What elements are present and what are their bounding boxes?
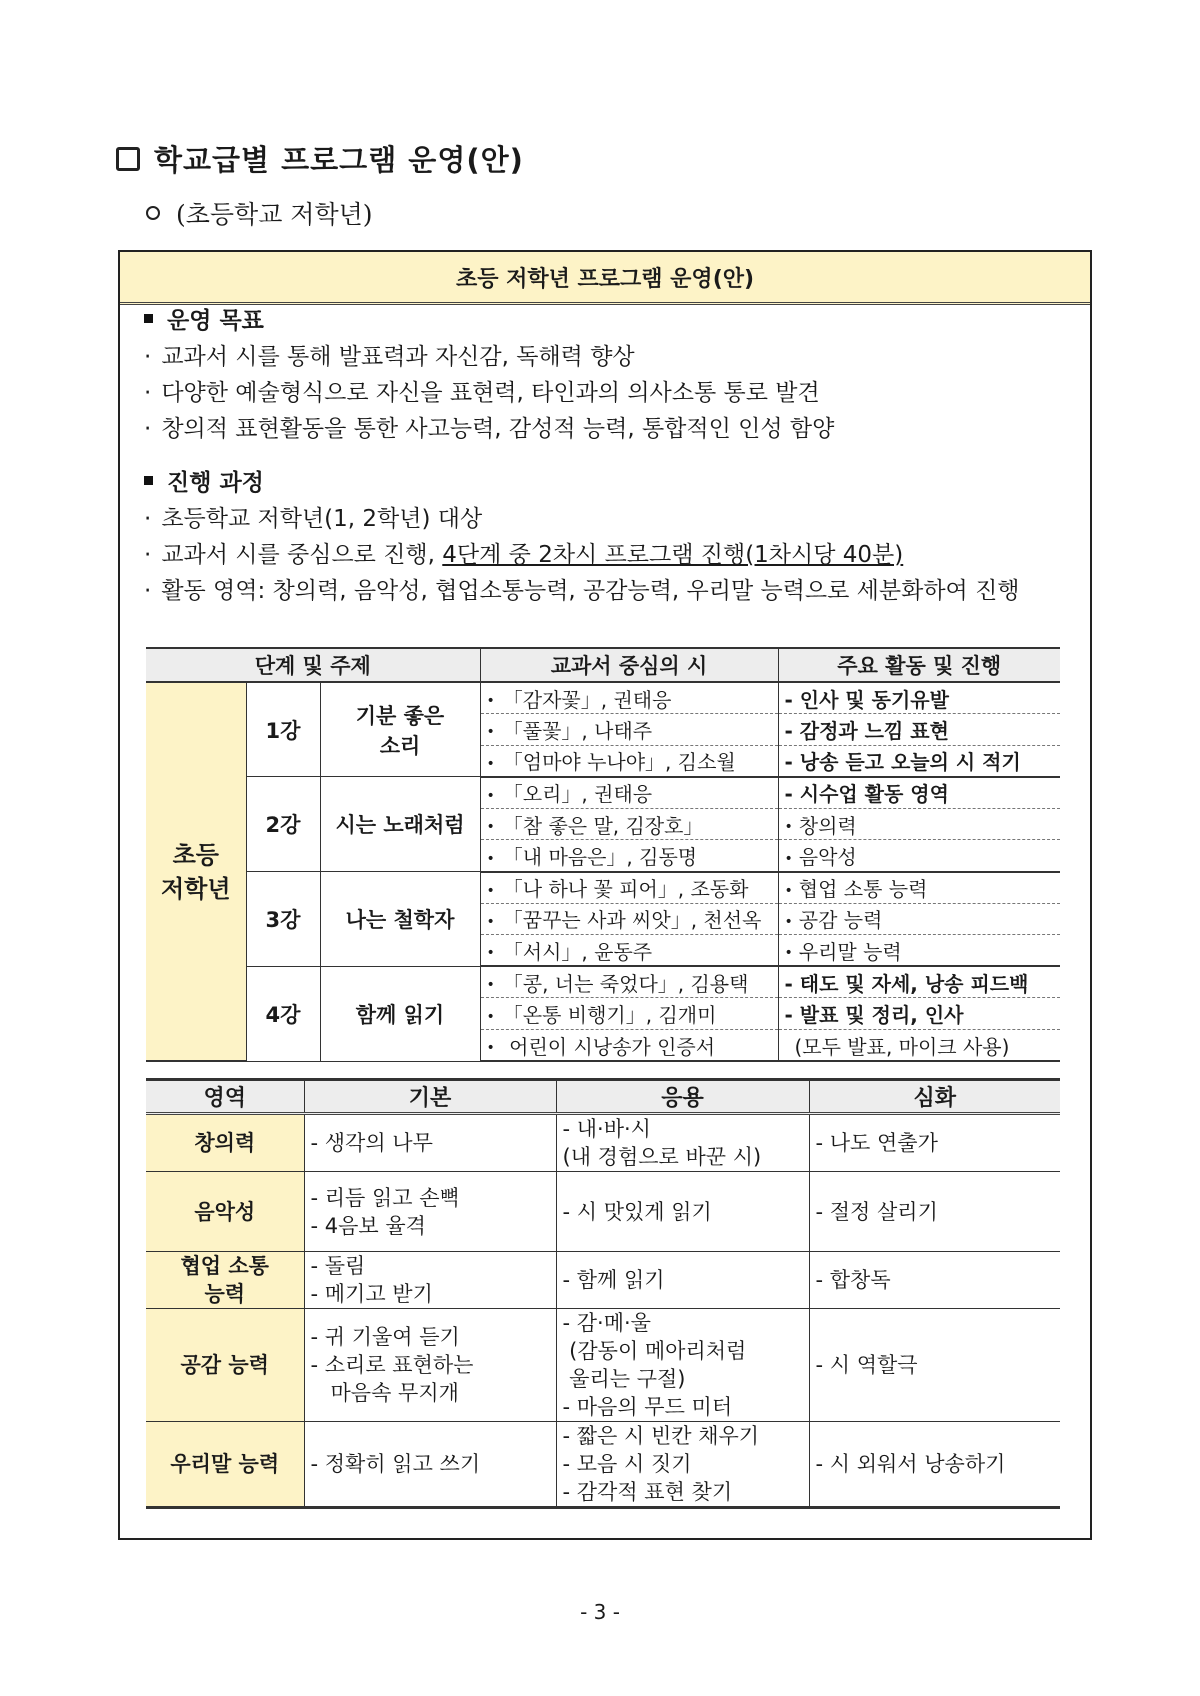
applied-cell	[556, 1422, 809, 1508]
sub-heading	[146, 195, 373, 231]
advanced-cell	[809, 1252, 1060, 1309]
bullet-icon: •	[486, 693, 495, 710]
bullet-icon: •	[486, 1040, 495, 1057]
lecture-number: 4강	[246, 966, 320, 1061]
header-advanced: 심화	[809, 1080, 1060, 1114]
poem-cell	[480, 777, 778, 809]
poem-text: 「나 하나 꽃 피어」, 조동화	[502, 877, 749, 902]
process-item: · 초등학교 저학년(1, 2학년) 대상	[144, 506, 483, 532]
bullet-icon: •	[486, 882, 495, 899]
activity-cell	[778, 1030, 1060, 1062]
poem-cell	[480, 840, 778, 872]
area-label: 음악성	[146, 1172, 304, 1252]
process-title: 진행 과정	[144, 464, 1020, 497]
activity-cell	[778, 777, 1060, 809]
square-bullet-icon	[144, 314, 153, 323]
activity-text: - 인사 및 동기유발	[784, 687, 949, 712]
bullet-icon: •	[486, 724, 495, 741]
bullet-icon: •	[486, 850, 495, 867]
bullet-icon: •	[486, 945, 495, 962]
bullet-icon: •	[486, 755, 495, 772]
applied-line: - 내·바·시	[562, 1117, 651, 1141]
basic-line: - 메기고 받기	[310, 1282, 433, 1306]
poem-text: 「서시」, 윤동주	[502, 939, 653, 964]
poem-cell	[480, 872, 778, 904]
basic-line: - 소리로 표현하는	[310, 1353, 474, 1377]
activity-text: (모두 발표, 마이크 사용)	[794, 1034, 1010, 1059]
poem-text: 「풀꽃」, 나태주	[502, 718, 653, 743]
lecture-topic: 시는 노래처럼	[320, 777, 480, 872]
basic-line: - 돌림	[310, 1254, 366, 1278]
activity-text: 우리말 능력	[798, 939, 902, 964]
program-box-title: 초등 저학년 프로그램 운영(안)	[120, 252, 1090, 305]
area-table-body	[146, 1114, 1060, 1508]
poem-cell	[480, 682, 778, 714]
header-poems: 교과서 중심의 시	[480, 648, 778, 682]
plan-row	[146, 682, 1060, 714]
activity-text: - 태도 및 자세, 낭송 피드백	[784, 971, 1029, 996]
plan-row	[146, 872, 1060, 904]
group-label: 초등 저학년	[146, 682, 246, 1061]
poem-cell	[480, 966, 778, 998]
applied-line: - 시 맛있게 읽기	[562, 1199, 712, 1224]
applied-line: 울리는 구절)	[562, 1367, 686, 1391]
applied-cell	[556, 1309, 809, 1422]
applied-cell	[556, 1114, 809, 1172]
activity-cell	[778, 840, 1060, 872]
basic-cell	[304, 1114, 556, 1172]
basic-cell	[304, 1252, 556, 1309]
basic-line: - 리듬 읽고 손뼉	[310, 1185, 460, 1210]
goal-item: · 창의적 표현활동을 통한 사고능력, 감성적 능력, 통합적인 인성 함양	[144, 416, 835, 442]
activity-cell	[778, 935, 1060, 967]
applied-line: (내 경험으로 바꾼 시)	[562, 1145, 762, 1169]
poem-cell	[480, 903, 778, 935]
goals-section	[144, 302, 834, 443]
applied-line: - 짧은 시 빈칸 채우기	[562, 1424, 760, 1448]
basic-cell	[304, 1309, 556, 1422]
basic-cell	[304, 1422, 556, 1508]
basic-line: - 4음보 율격	[310, 1213, 426, 1238]
plan-table-body	[146, 682, 1060, 1061]
activity-cell	[778, 872, 1060, 904]
process-item: · 활동 영역: 창의력, 음악성, 협업소통능력, 공감능력, 우리말 능력으로 세분화하여 진행	[144, 578, 1020, 604]
circle-bullet-icon	[146, 206, 160, 220]
applied-line: - 감·메·울	[562, 1311, 651, 1335]
header-area: 영역	[146, 1080, 304, 1114]
applied-line: - 마음의 무드 미터	[562, 1395, 733, 1419]
plan-table	[146, 647, 1060, 1062]
applied-cell	[556, 1172, 809, 1252]
plan-row	[146, 777, 1060, 809]
advanced-line: - 나도 연출가	[815, 1131, 938, 1155]
basic-line: - 귀 기울여 듣기	[310, 1325, 460, 1349]
area-row	[146, 1114, 1060, 1172]
process-item: · 교과서 시를 중심으로 진행, 4단계 중 2차시 프로그램 진행(1차시당 40분)	[144, 542, 904, 568]
activity-cell	[778, 903, 1060, 935]
activity-cell	[778, 998, 1060, 1030]
header-stage-topic: 단계 및 주제	[146, 648, 480, 682]
basic-line: - 정확히 읽고 쓰기	[310, 1452, 481, 1476]
area-label: 창의력	[146, 1114, 304, 1172]
lecture-topic: 함께 읽기	[320, 966, 480, 1061]
bullet-icon: •	[784, 850, 793, 867]
activity-cell	[778, 714, 1060, 746]
bullet-icon: •	[784, 819, 793, 836]
poem-cell	[480, 808, 778, 840]
goal-item: · 다양한 예술형식으로 자신을 표현력, 타인과의 의사소통 통로 발견	[144, 380, 820, 406]
area-label: 협업 소통 능력	[146, 1252, 304, 1309]
poem-cell	[480, 714, 778, 746]
page-number: - 3 -	[580, 1600, 620, 1624]
advanced-cell	[809, 1114, 1060, 1172]
basic-cell	[304, 1172, 556, 1252]
advanced-cell	[809, 1309, 1060, 1422]
poem-text: 「내 마음은」, 김동명	[502, 845, 698, 870]
area-table	[146, 1078, 1060, 1509]
lecture-number: 1강	[246, 682, 320, 777]
applied-cell	[556, 1252, 809, 1309]
poem-text: 「오리」, 권태응	[502, 782, 653, 807]
activity-text: - 발표 및 정리, 인사	[784, 1003, 964, 1028]
lecture-topic: 나는 철학자	[320, 872, 480, 967]
bullet-icon: •	[784, 913, 793, 930]
section-heading	[116, 138, 524, 179]
poem-cell	[480, 935, 778, 967]
advanced-cell	[809, 1172, 1060, 1252]
applied-line: - 함께 읽기	[562, 1268, 665, 1292]
goals-title: 운영 목표	[144, 302, 834, 335]
area-row	[146, 1252, 1060, 1309]
activity-text: 공감 능력	[798, 908, 883, 933]
bullet-icon: •	[486, 1008, 495, 1025]
activity-cell	[778, 808, 1060, 840]
sub-heading-text: (초등학교 저학년)	[176, 200, 373, 229]
square-bullet-icon	[144, 476, 153, 485]
advanced-cell	[809, 1422, 1060, 1508]
area-label: 공감 능력	[146, 1309, 304, 1422]
poem-cell	[480, 1030, 778, 1062]
applied-line: - 모음 시 짓기	[562, 1452, 692, 1476]
activity-text: - 시수업 활동 영역	[784, 782, 949, 807]
area-row	[146, 1422, 1060, 1508]
poem-cell	[480, 998, 778, 1030]
bullet-icon: •	[784, 882, 793, 899]
bullet-icon: •	[486, 819, 495, 836]
header-applied: 응용	[556, 1080, 809, 1114]
activity-cell	[778, 682, 1060, 714]
activity-text: 창의력	[798, 813, 857, 838]
bullet-icon: •	[486, 913, 495, 930]
lecture-topic: 기분 좋은 소리	[320, 682, 480, 777]
lecture-number: 2강	[246, 777, 320, 872]
heading-text: 학교급별 프로그램 운영(안)	[154, 143, 524, 177]
activity-cell	[778, 966, 1060, 998]
goal-item: · 교과서 시를 통해 발표력과 자신감, 독해력 향상	[144, 344, 635, 370]
poem-text: 어린이 시낭송가 인증서	[502, 1034, 716, 1059]
basic-line: - 생각의 나무	[310, 1131, 433, 1155]
area-row	[146, 1309, 1060, 1422]
header-activities: 주요 활동 및 진행	[778, 648, 1060, 682]
advanced-line: - 시 외워서 낭송하기	[815, 1452, 1006, 1476]
advanced-line: - 절정 살리기	[815, 1199, 938, 1224]
poem-text: 「참 좋은 말, 김장호」	[502, 813, 704, 838]
bullet-icon: •	[486, 977, 495, 994]
activity-cell	[778, 745, 1060, 777]
applied-line: (감동이 메아리처럼	[562, 1339, 747, 1363]
advanced-line: - 시 역할극	[815, 1353, 918, 1377]
poem-text: 「감자꽃」, 권태응	[502, 687, 672, 712]
activity-text: - 낭송 듣고 오늘의 시 적기	[784, 750, 1021, 775]
lecture-number: 3강	[246, 872, 320, 967]
poem-text: 「온통 비행기」, 김개미	[502, 1003, 717, 1028]
header-basic: 기본	[304, 1080, 556, 1114]
area-row	[146, 1172, 1060, 1252]
activity-text: 음악성	[798, 845, 857, 870]
applied-line: - 감각적 표현 찾기	[562, 1480, 733, 1504]
poem-text: 「콩, 너는 죽었다」, 김용택	[502, 971, 749, 996]
basic-line: 마음속 무지개	[310, 1381, 459, 1405]
poem-text: 「엄마야 누나야」, 김소월	[502, 750, 736, 775]
advanced-line: - 합창독	[815, 1268, 891, 1292]
bullet-icon: •	[784, 945, 793, 962]
poem-text: 「꿈꾸는 사과 씨앗」, 천선옥	[502, 908, 762, 933]
bullet-icon: •	[486, 787, 495, 804]
checkbox-square-icon	[116, 147, 140, 171]
poem-cell	[480, 745, 778, 777]
activity-text: - 감정과 느낌 표현	[784, 718, 949, 743]
plan-row	[146, 966, 1060, 998]
area-label: 우리말 능력	[146, 1422, 304, 1508]
activity-text: 협업 소통 능력	[798, 877, 928, 902]
process-section	[144, 464, 1020, 605]
